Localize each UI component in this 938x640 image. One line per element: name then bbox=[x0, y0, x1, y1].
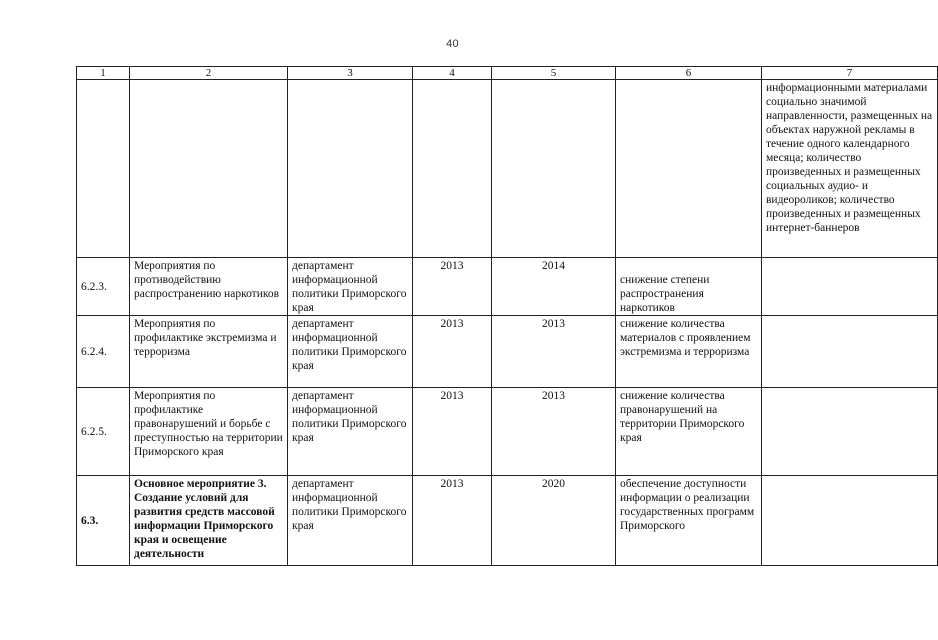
responsible-executor bbox=[288, 80, 413, 258]
end-year: 2020 bbox=[492, 476, 616, 566]
indicator bbox=[762, 388, 938, 476]
measure-name bbox=[130, 80, 288, 258]
responsible-executor: департамент информационной политики Приморского края bbox=[288, 316, 413, 388]
page-number: 40 bbox=[446, 38, 459, 50]
indicator: информационными материалами социально значимой направленности, размещенных на объектах наружной рекламы в течение одного календарного месяца; количество произведенных и размещенных социальных аудио- и видеороликов; количество произведенных и размещенных интернет-баннеров bbox=[762, 80, 938, 258]
row-number: 6.2.4. bbox=[77, 316, 130, 388]
responsible-executor: департамент информационной политики Приморского края bbox=[288, 258, 413, 316]
start-year: 2013 bbox=[413, 316, 492, 388]
expected-result: снижение количества материалов с проявлением экстремизма и терроризма bbox=[616, 316, 762, 388]
table-row-continuation bbox=[77, 80, 938, 258]
header-cell-2: 2 bbox=[130, 67, 288, 80]
table-row bbox=[77, 476, 938, 566]
table-row bbox=[77, 258, 938, 316]
end-year: 2014 bbox=[492, 258, 616, 316]
responsible-executor: департамент информационной политики Приморского края bbox=[288, 476, 413, 566]
table-row bbox=[77, 316, 938, 388]
indicator bbox=[762, 258, 938, 316]
header-cell-3: 3 bbox=[288, 67, 413, 80]
measure-name: Мероприятия по профилактике экстремизма и терроризма bbox=[130, 316, 288, 388]
start-year: 2013 bbox=[413, 476, 492, 566]
start-year bbox=[413, 80, 492, 258]
measure-name: Мероприятия по профилактике правонарушений и борьбе с преступностью на территории Приморского края bbox=[130, 388, 288, 476]
expected-result bbox=[616, 80, 762, 258]
header-cell-5: 5 bbox=[492, 67, 616, 80]
row-number: 6.3. bbox=[77, 476, 130, 566]
row-number bbox=[77, 80, 130, 258]
responsible-executor: департамент информационной политики Приморского края bbox=[288, 388, 413, 476]
expected-result: обеспечение доступности информации о реализации государственных программ Приморского bbox=[616, 476, 762, 566]
expected-result: снижение степени распространения наркотиков bbox=[616, 258, 762, 316]
end-year: 2013 bbox=[492, 388, 616, 476]
row-number: 6.2.3. bbox=[77, 258, 130, 316]
row-number: 6.2.5. bbox=[77, 388, 130, 476]
header-cell-4: 4 bbox=[413, 67, 492, 80]
header-cell-7: 7 bbox=[762, 67, 938, 80]
measure-name: Мероприятия по противодействию распространению наркотиков bbox=[130, 258, 288, 316]
start-year: 2013 bbox=[413, 258, 492, 316]
header-cell-6: 6 bbox=[616, 67, 762, 80]
expected-result: снижение количества правонарушений на территории Приморского края bbox=[616, 388, 762, 476]
end-year bbox=[492, 80, 616, 258]
start-year: 2013 bbox=[413, 388, 492, 476]
measure-name: Основное мероприятие 3. Создание условий для развития средств массовой информации Приморского края и освещение деятельности bbox=[130, 476, 288, 566]
indicator bbox=[762, 316, 938, 388]
indicator bbox=[762, 476, 938, 566]
end-year: 2013 bbox=[492, 316, 616, 388]
table-row bbox=[77, 388, 938, 476]
header-row bbox=[77, 67, 938, 80]
measures-table bbox=[76, 66, 938, 566]
header-cell-1: 1 bbox=[77, 67, 130, 80]
